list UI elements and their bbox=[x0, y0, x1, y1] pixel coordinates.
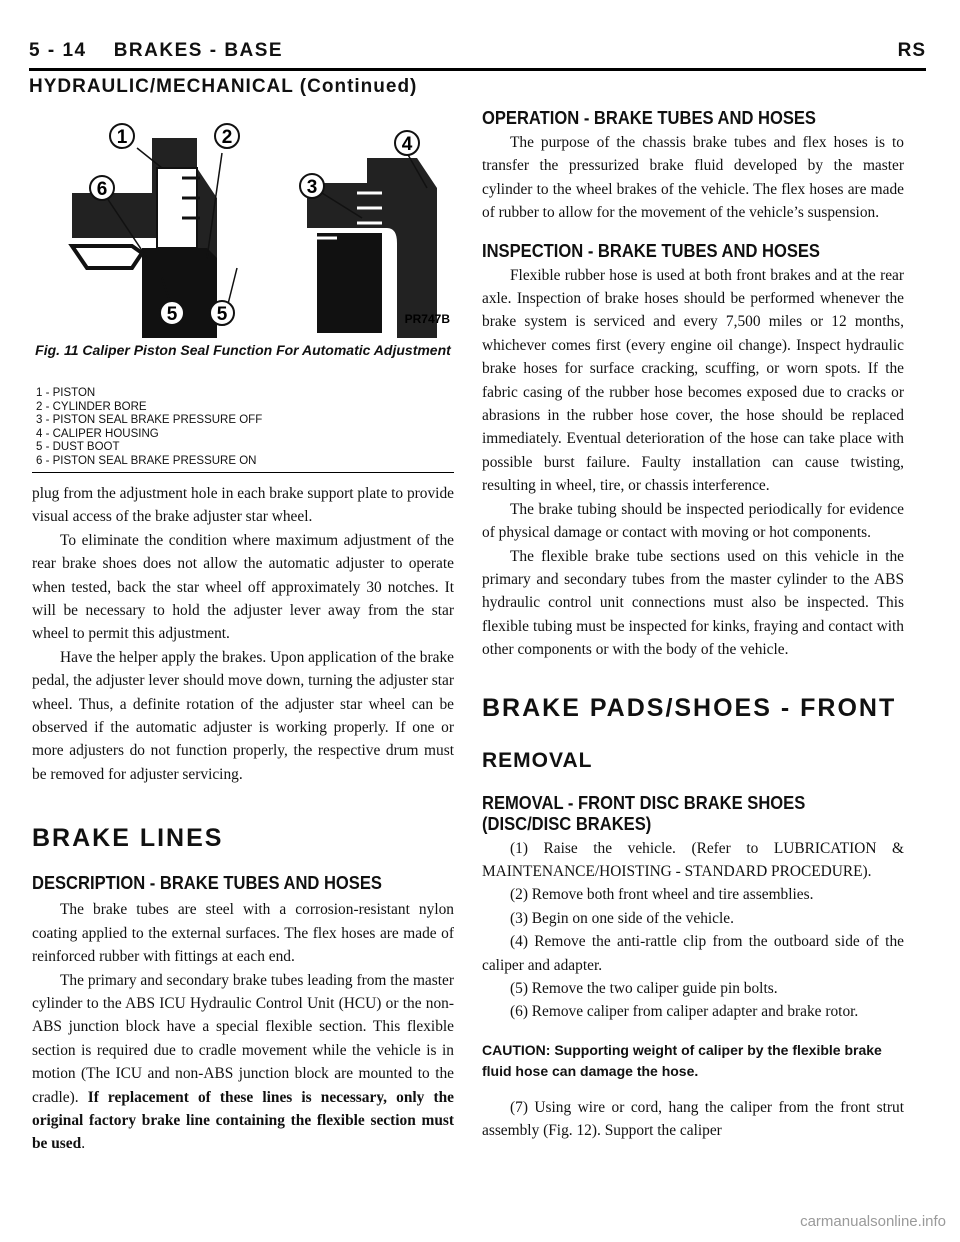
legend-item: 1 - PISTON bbox=[36, 387, 96, 399]
model-code: RS bbox=[897, 40, 926, 61]
paragraph: The purpose of the chassis brake tubes and flex hoses is to transfer the pressurized brake fluid developed by the master cylinder to the wheel brakes of the vehicle. The flex hoses are made of rubber to allow for the movement of the vehicle’s suspension. bbox=[482, 134, 904, 222]
section-heading-brake-lines: BRAKE LINES bbox=[32, 824, 224, 853]
caliper-seal-diagram bbox=[32, 108, 454, 348]
page-number-section: 5 - 14 BRAKES - BASE bbox=[29, 40, 284, 61]
paragraph: Flexible rubber hose is used at both front brakes and at the rear axle. Inspection of brake hoses should be performed whenever the brake system is serviced and every 7,500 miles or 12 months, whichever comes first (every engine oil change). Inspect hydraulic brake hoses for surface cracking, scuffing, or worn spots. If the fabric casing of the rubber hose becomes exposed due to cracks or abrasions in the rubber hose cover, the hose should be replaced immediately. Eventual deterioration of the hose can take place with possible burst failure. Faulty installation can cause twisting, resulting in wheel, tire, or chassis interference. bbox=[482, 266, 904, 495]
figure-illustration bbox=[32, 108, 454, 348]
paragraph-end: . bbox=[81, 1135, 86, 1153]
paragraph bbox=[32, 969, 454, 1156]
step: (7) Using wire or cord, hang the caliper from the front strut assembly (Fig. 12). Support the caliper bbox=[482, 1098, 904, 1140]
caution-note: CAUTION: Supporting weight of caliper by the flexible brake fluid hose can damage the hose. bbox=[482, 1041, 882, 1079]
legend-item: 6 - PISTON SEAL BRAKE PRESSURE ON bbox=[36, 454, 257, 467]
callout-5a: 5 bbox=[166, 304, 178, 325]
step: (4) Remove the anti-rattle clip from the outboard side of the caliper and adapter. bbox=[482, 933, 904, 974]
subheading-description: DESCRIPTION - BRAKE TUBES AND HOSES bbox=[32, 873, 382, 894]
figure-caption: Fig. 11 Caliper Piston Seal Function For Automatic Adjustment bbox=[35, 342, 451, 358]
paragraph: Have the helper apply the brakes. Upon application of the brake pedal, the adjuster lever should move down, turning the adjuster star wheel. Thus, a definite rotation of the adjuster star wheel can be observed if the automatic adjuster is working properly. If one or more adjusters do not function properly, the respective drum must be removed for adjuster servicing. bbox=[32, 648, 454, 783]
continued-heading: HYDRAULIC/MECHANICAL (Continued) bbox=[29, 76, 418, 97]
step: (3) Begin on one side of the vehicle. bbox=[510, 909, 734, 927]
legend-item: 5 - DUST BOOT bbox=[36, 441, 120, 453]
section-heading-brake-pads: BRAKE PADS/SHOES - FRONT bbox=[482, 693, 897, 722]
figure-code: PR747B bbox=[404, 312, 450, 326]
subheading-removal-line1: REMOVAL - FRONT DISC BRAKE SHOES bbox=[482, 792, 806, 813]
callout-4: 4 bbox=[401, 134, 413, 155]
step: (2) Remove both front wheel and tire assemblies. bbox=[510, 886, 814, 904]
right-piston-shape bbox=[317, 233, 382, 333]
subheading-removal-line2: (DISC/DISC BRAKES) bbox=[482, 813, 652, 834]
heading-removal: REMOVAL bbox=[482, 748, 593, 772]
callout-5b: 5 bbox=[216, 304, 228, 325]
bold-warning-text: If replacement of these lines is necessary, only the original factory brake line containing the flexible section must be used bbox=[32, 1088, 454, 1153]
callout-1: 1 bbox=[116, 127, 128, 148]
legend-item: 3 - PISTON SEAL BRAKE PRESSURE OFF bbox=[36, 414, 263, 426]
callout-3: 3 bbox=[306, 177, 318, 198]
left-piston-shape bbox=[142, 248, 217, 338]
page-header bbox=[29, 28, 926, 80]
paragraph: The brake tubing should be inspected periodically for evidence of physical damage or contact with moving or hot components. bbox=[482, 500, 904, 542]
paragraph: The flexible brake tube sections used on this vehicle in the primary and secondary tubes from the master cylinder to the ABS hydraulic control unit connections must also be inspected. This flexible tubing must be inspected for kinks, fraying and contact with other components or with the body of the vehicle. bbox=[482, 547, 904, 659]
legend-item: 2 - CYLINDER BORE bbox=[36, 400, 147, 413]
paragraph: The brake tubes are steel with a corrosion-resistant nylon coating applied to the external surfaces. The flex hoses are made of reinforced rubber with fittings at each end. bbox=[32, 901, 454, 966]
figure-legend bbox=[32, 387, 454, 473]
left-dust-boot bbox=[72, 246, 142, 268]
left-bore bbox=[157, 168, 197, 248]
paragraph: plug from the adjustment hole in each brake support plate to provide visual access of the brake adjuster star wheel. bbox=[32, 485, 454, 526]
callout-6: 6 bbox=[96, 179, 108, 200]
right-column bbox=[482, 108, 904, 1143]
step: (6) Remove caliper from caliper adapter and brake rotor. bbox=[510, 1003, 859, 1021]
callout-2: 2 bbox=[221, 127, 233, 148]
step: (1) Raise the vehicle. (Refer to LUBRICATION & MAINTENANCE/HOISTING - STANDARD PROCEDURE). bbox=[482, 839, 904, 880]
subheading-inspection: INSPECTION - BRAKE TUBES AND HOSES bbox=[482, 240, 820, 261]
step: (5) Remove the two caliper guide pin bolts. bbox=[510, 979, 778, 997]
paragraph-text: The primary and secondary brake tubes leading from the master cylinder to the ABS ICU Hydraulic Control Unit (HCU) or the non-ABS junction block have a special flexible section. This flexible section is required due to cradle movement while the vehicle is in motion (The ICU and non-ABS junction block are mounted to the cradle). bbox=[32, 971, 454, 1106]
watermark: carmanualsonline.info bbox=[800, 1213, 946, 1230]
subheading-operation: OPERATION - BRAKE TUBES AND HOSES bbox=[482, 108, 816, 128]
legend-item: 4 - CALIPER HOUSING bbox=[36, 427, 159, 440]
paragraph: To eliminate the condition where maximum adjustment of the rear brake shoes does not allow the automatic adjuster to operate when tested, back the star wheel off approximately 30 notches. It will be necessary to hold the adjuster lever away from the star wheel to permit this adjustment. bbox=[32, 531, 454, 643]
